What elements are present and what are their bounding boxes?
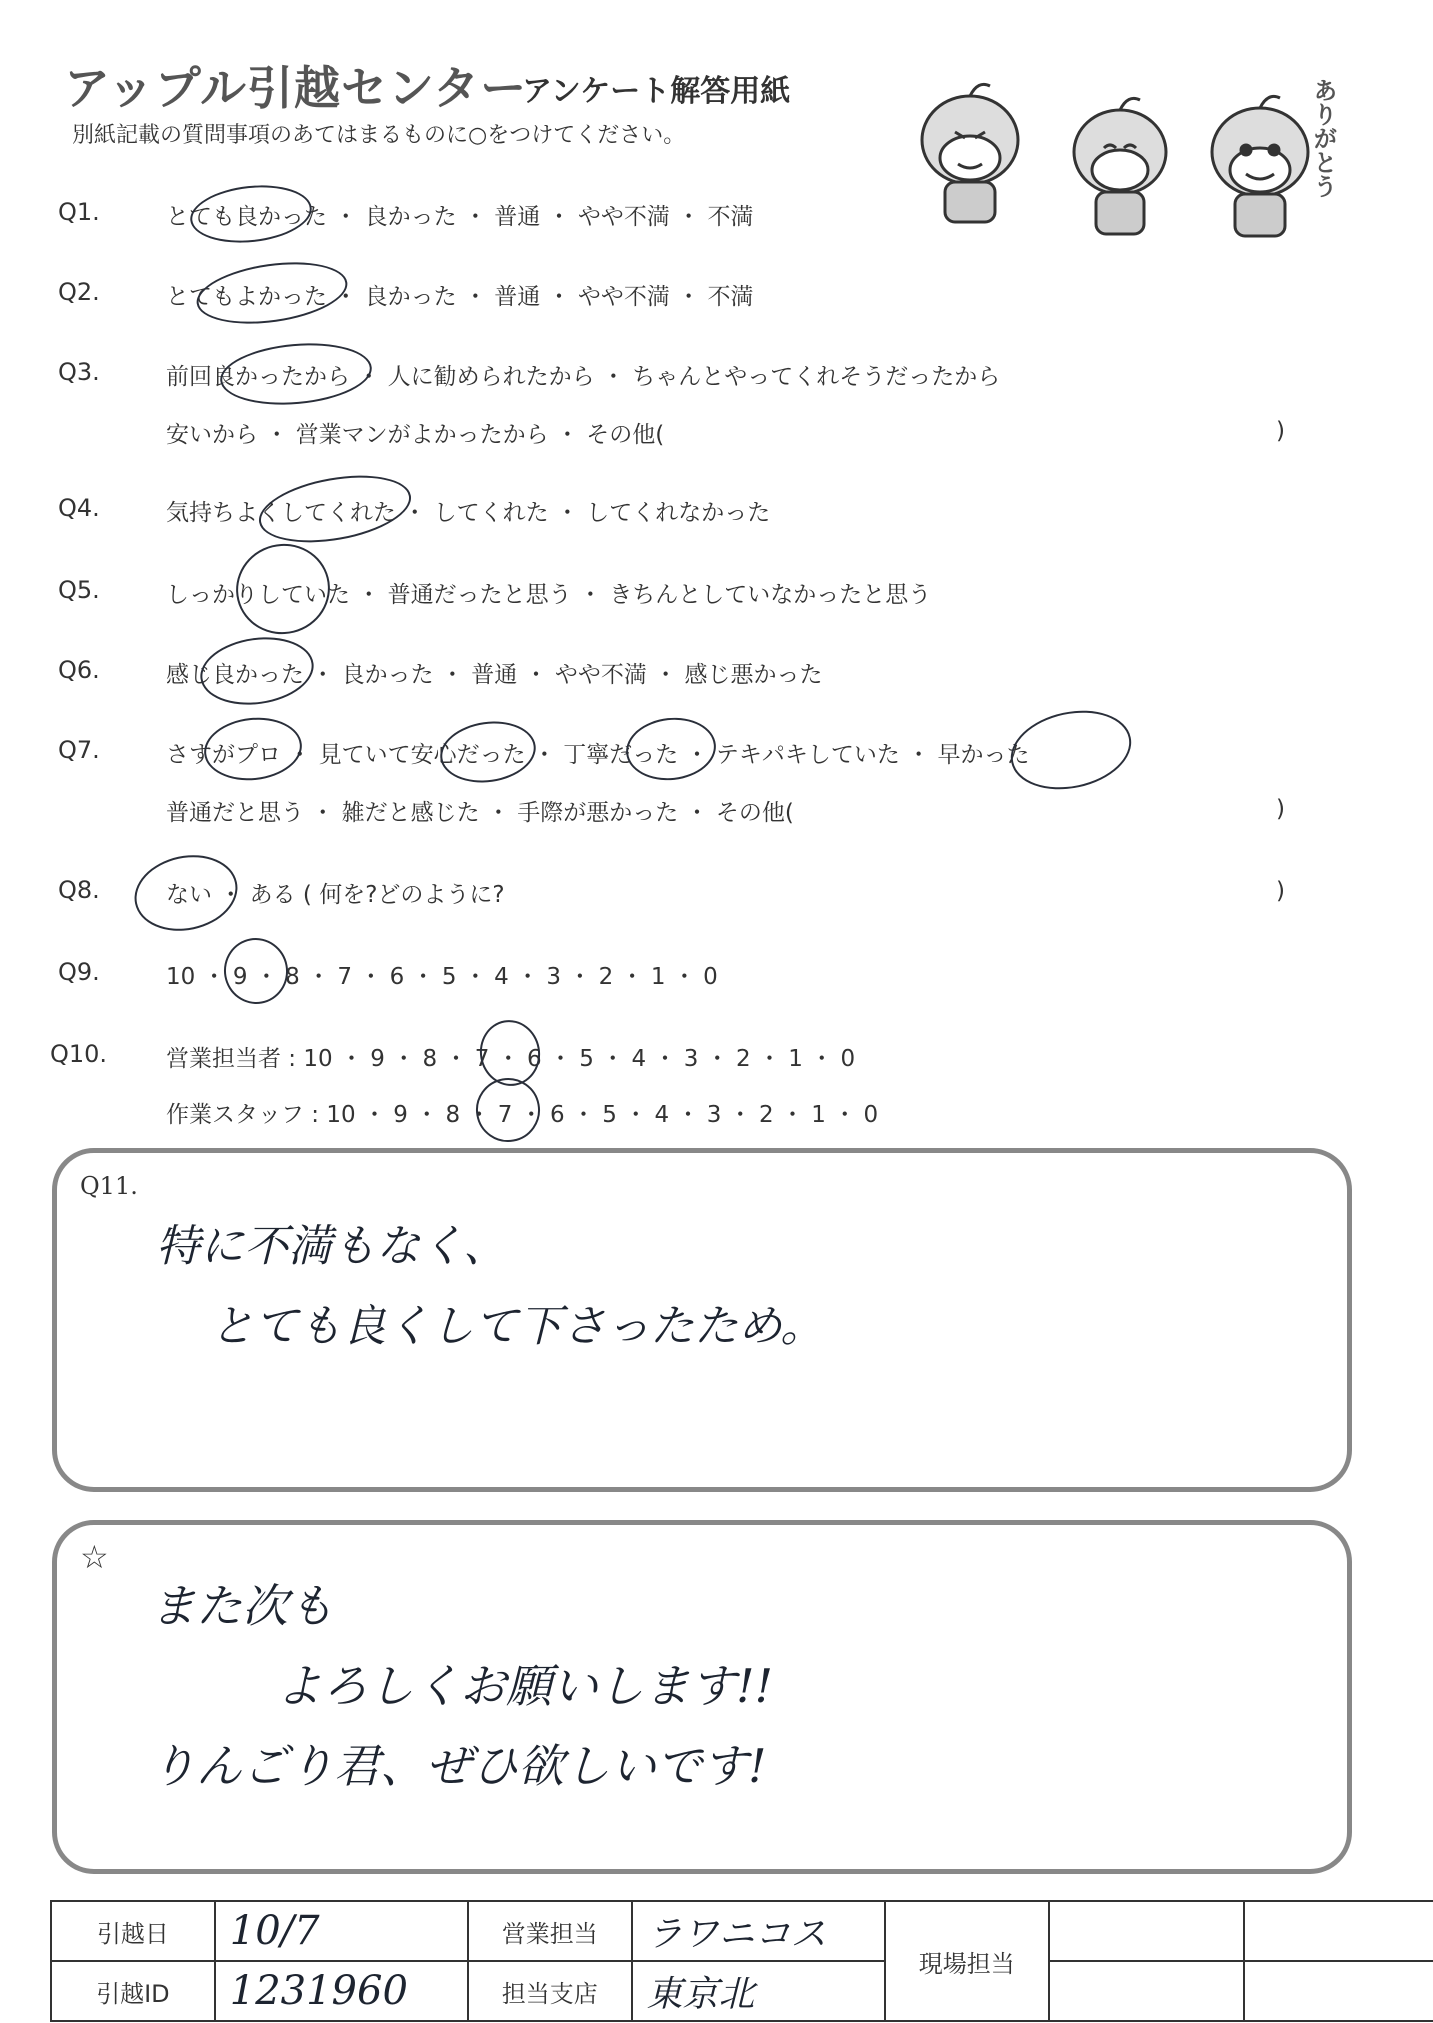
answer-circle-q5 — [227, 534, 340, 644]
question-number: Q3. — [58, 358, 100, 386]
question-number: Q6. — [58, 656, 100, 684]
answer-circle-q4 — [254, 465, 416, 553]
answer-circle-q7-hayakatta — [1003, 700, 1138, 800]
question-options: 営業担当者 : 10 ・ 9 ・ 8 ・ 7 ・ 6 ・ 5 ・ 4 ・ 3 ・ 2 ・ 1 ・ 0 — [166, 1046, 856, 1072]
star-icon: ☆ — [80, 1538, 109, 1576]
question-options-line2: 普通だと思う ・ 雑だと感じた ・ 手際が悪かった ・ その他( — [166, 800, 794, 826]
question-number: Q1. — [58, 198, 100, 226]
question-number: Q2. — [58, 278, 100, 306]
answer-circle-q7-teinei — [623, 713, 719, 784]
question-number: Q4. — [58, 494, 100, 522]
question-options: 感じ良かった ・ 良かった ・ 普通 ・ やや不満 ・ 感じ悪かった — [166, 662, 823, 688]
answer-circle-q2 — [193, 254, 352, 333]
answer-circle-q6 — [196, 630, 318, 711]
answer-circle-q1 — [187, 180, 314, 248]
answer-circle-q8 — [127, 846, 244, 940]
question-options: とても良かった ・ 良かった ・ 普通 ・ やや不満 ・ 不満 — [166, 204, 754, 230]
move-id-value: 1231960 — [215, 1961, 468, 2021]
question-options: 前回良かったから ・ 人に勧められたから ・ ちゃんとやってくれそうだったから — [166, 364, 1001, 390]
q11-handwritten-line1: 特に不満もなく、 — [156, 1221, 508, 1272]
move-date-label: 引越日 — [51, 1901, 215, 1961]
sales-rep-value: ラワニコス — [632, 1901, 885, 1961]
question-options-line2: 安いから ・ 営業マンがよかったから ・ その他( — [166, 422, 665, 448]
site-staff-cell-1 — [1049, 1901, 1244, 1961]
closing-paren: ) — [1276, 418, 1285, 444]
question-options: 気持ちよくしてくれた ・ してくれた ・ してくれなかった — [166, 500, 771, 526]
closing-paren: ) — [1276, 796, 1285, 822]
monkey-middle-icon — [1074, 98, 1166, 234]
move-id-label: 引越ID — [51, 1961, 215, 2021]
q11-label: Q11. — [80, 1172, 138, 1200]
answer-circle-q10-staff — [471, 1073, 545, 1147]
site-staff-cell-4 — [1244, 1961, 1433, 2021]
question-number: Q7. — [58, 736, 100, 764]
answer-circle-q7-pro — [201, 713, 305, 785]
answer-circle-q7-anshin — [436, 716, 539, 789]
q11-handwritten-line2: とても良くして下さったため。 — [210, 1301, 825, 1352]
site-staff-cell-2 — [1244, 1901, 1433, 1961]
move-date-value: 10/7 — [215, 1901, 468, 1961]
site-staff-cell-3 — [1049, 1961, 1244, 2021]
site-staff-label: 現場担当 — [885, 1901, 1049, 2021]
star-handwritten-line1: また次も — [150, 1579, 334, 1633]
star-handwritten-line3: りんごり君、ぜひ欲しいです! — [150, 1739, 767, 1793]
question-number: Q9. — [58, 958, 100, 986]
form-subtitle: アンケート解答用紙 — [522, 74, 791, 109]
answer-circle-q9 — [219, 933, 293, 1009]
answer-circle-q3 — [218, 337, 375, 410]
question-options: ない ・ ある ( 何を?どのように? — [166, 882, 505, 908]
question-options-line2: 作業スタッフ : 10 ・ 9 ・ 8 ・ 7 ・ 6 ・ 5 ・ 4 ・ 3 ・ 2 ・ 1 ・ 0 — [166, 1102, 879, 1128]
thanks-text: ありがとう — [1309, 78, 1337, 198]
brand-title: アップル引越センター — [64, 61, 528, 115]
question-options: さすがプロ ・ 見ていて安心だった ・ 丁寧だった ・ テキパキしていた ・ 早かった — [166, 742, 1030, 768]
star-handwritten-line2: よろしくお願いします!! — [276, 1659, 773, 1713]
question-number: Q10. — [50, 1040, 108, 1068]
instruction-text: 別紙記載の質問事項のあてはまるものに○をつけてください。 — [72, 123, 686, 148]
question-options: とてもよかった ・ 良かった ・ 普通 ・ やや不満 ・ 不満 — [166, 284, 754, 310]
question-options: 10 ・ 9 ・ 8 ・ 7 ・ 6 ・ 5 ・ 4 ・ 3 ・ 2 ・ 1 ・ 0 — [166, 964, 718, 990]
monkey-right-icon — [1212, 96, 1308, 236]
branch-value: 東京北 — [632, 1961, 885, 2021]
footer-info-table — [50, 1900, 1433, 2022]
branch-label: 担当支店 — [468, 1961, 632, 2021]
closing-paren: ) — [1276, 878, 1285, 904]
sales-rep-label: 営業担当 — [468, 1901, 632, 1961]
question-number: Q5. — [58, 576, 100, 604]
monkey-left-icon — [922, 84, 1018, 222]
question-number: Q8. — [58, 876, 100, 904]
question-options: しっかりしていた ・ 普通だったと思う ・ きちんとしていなかったと思う — [166, 582, 932, 608]
